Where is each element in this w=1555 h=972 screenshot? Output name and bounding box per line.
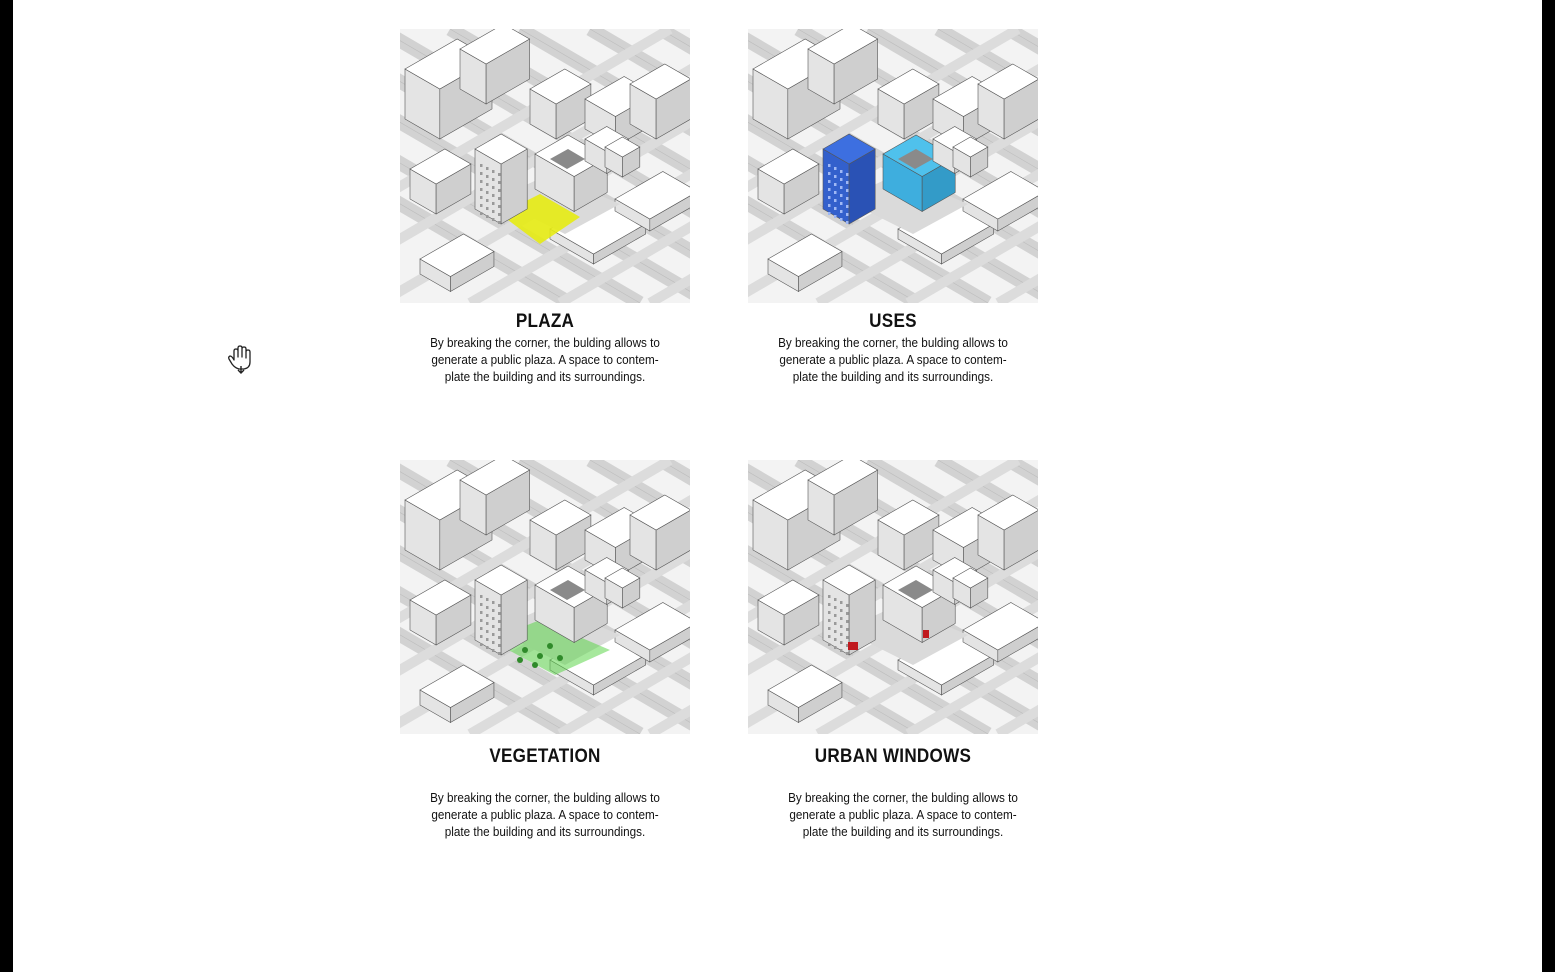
- panel-description: By breaking the corner, the bulding allows to generate a public plaza. A space to contem- plate the building and its surroundings.: [430, 336, 660, 384]
- panel-description: By breaking the corner, the bulding allows to generate a public plaza. A space to contem- plate the building and its surroundings.: [778, 336, 1008, 384]
- city-block-drawing: [400, 460, 690, 734]
- city-block-drawing: [748, 460, 1038, 734]
- panel-title: USES: [869, 311, 917, 332]
- panel-title: URBAN WINDOWS: [814, 746, 972, 767]
- city-block-drawing: [748, 29, 1038, 303]
- panel-description: By breaking the corner, the bulding allows to generate a public plaza. A space to contem- plate the building and its surroundings.: [788, 791, 1018, 839]
- document-page: [13, 0, 1542, 972]
- axonometric-diagram: [400, 460, 690, 734]
- panel-description: By breaking the corner, the bulding allows to generate a public plaza. A space to contem- plate the building and its surroundings.: [430, 791, 660, 839]
- city-block-drawing: [400, 29, 690, 303]
- axonometric-diagram: [748, 460, 1038, 734]
- hand-cursor-icon: [227, 344, 253, 374]
- axonometric-diagram: [748, 29, 1038, 303]
- axonometric-diagram: [400, 29, 690, 303]
- panel-title: PLAZA: [515, 311, 575, 332]
- panel-title: VEGETATION: [489, 746, 601, 767]
